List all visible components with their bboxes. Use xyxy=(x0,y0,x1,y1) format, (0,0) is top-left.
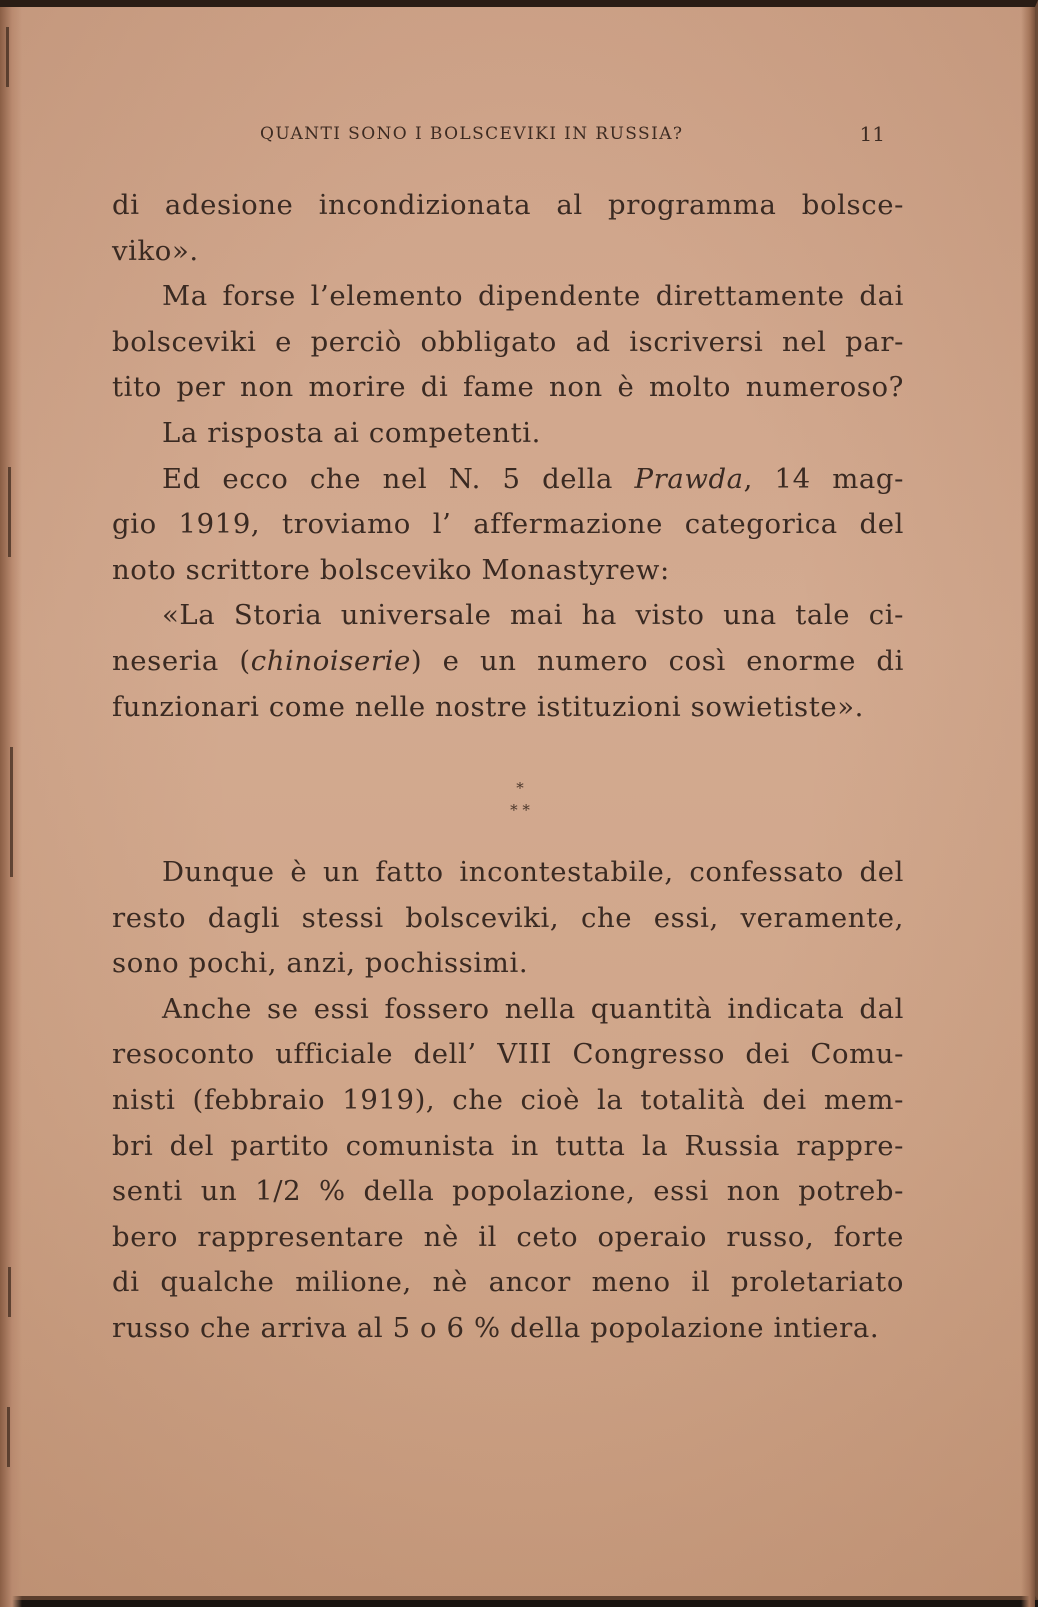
text-line: Ma forse l’elemento dipendente direttamente dai xyxy=(162,280,904,313)
page-number: 11 xyxy=(859,122,885,146)
text-line: sono pochi, anzi, pochissimi. xyxy=(112,947,529,980)
text-line: La risposta ai competenti. xyxy=(162,416,541,449)
asterism-bottom: * * xyxy=(510,801,530,819)
asterism-top: * xyxy=(516,779,524,797)
text-line: bero rappresentare nè il ceto operaio russo, forte xyxy=(112,1220,904,1253)
text-line: viko». xyxy=(112,234,199,267)
text-run: , 14 mag- xyxy=(743,462,904,495)
text-line xyxy=(112,457,904,503)
italic-word: chinoiserie xyxy=(250,644,411,677)
text-line: di adesione incondizionata al programma bolsce- xyxy=(112,189,904,221)
running-head xyxy=(260,124,885,154)
text-line: russo che arriva al 5 o 6 % della popolazione intiera. xyxy=(112,1311,880,1344)
newspaper-title: Prawda xyxy=(634,462,744,495)
text-run: Ed ecco che nel N. 5 della xyxy=(162,462,635,495)
text-line: gio 1919, troviamo l’ affermazione categorica del xyxy=(112,508,904,541)
binding-mark xyxy=(8,1267,11,1317)
text-line: resoconto ufficiale dell’ VIII Congresso dei Comu- xyxy=(112,1038,904,1071)
text-block-2 xyxy=(112,850,904,1352)
binding-mark xyxy=(10,747,13,877)
text-line xyxy=(112,639,904,685)
text-line: resto dagli stessi bolsceviki, che essi, veramente, xyxy=(112,901,904,934)
text-line: bri del partito comunista in tutta la Russia rappre- xyxy=(112,1129,904,1162)
running-head-title: QUANTI SONO I BOLSCEVIKI IN RUSSIA? xyxy=(260,124,684,144)
binding-mark xyxy=(6,27,9,87)
text-line: Dunque è un fatto incontestabile, confessato del xyxy=(162,856,904,888)
text-block-1 xyxy=(112,183,904,730)
text-line: bolsceviki e perciò obbligato ad iscriversi nel par- xyxy=(112,325,904,358)
text-run: ) e un numero così enorme di xyxy=(410,644,904,677)
page-fore-edge xyxy=(1021,7,1035,1607)
text-line: Anche se essi fossero nella quantità indicata dal xyxy=(162,992,904,1025)
text-line: nisti (febbraio 1919), che cioè la totalità dei mem- xyxy=(112,1083,904,1116)
asterism-divider xyxy=(490,777,550,827)
binding-mark xyxy=(8,467,11,557)
text-line: funzionari come nelle nostre istituzioni sowietiste». xyxy=(112,690,864,723)
text-line: di qualche milione, nè ancor meno il proletariato xyxy=(112,1266,904,1299)
text-line: noto scrittore bolsceviko Monastyrew: xyxy=(112,553,670,586)
text-line: «La Storia universale mai ha visto una tale ci- xyxy=(162,599,904,632)
text-line: senti un 1/2 % della popolazione, essi non potreb- xyxy=(112,1175,904,1208)
binding-mark xyxy=(7,1407,10,1467)
text-run: neseria ( xyxy=(112,644,251,677)
text-line: tito per non morire di fame non è molto numeroso? xyxy=(112,371,904,404)
